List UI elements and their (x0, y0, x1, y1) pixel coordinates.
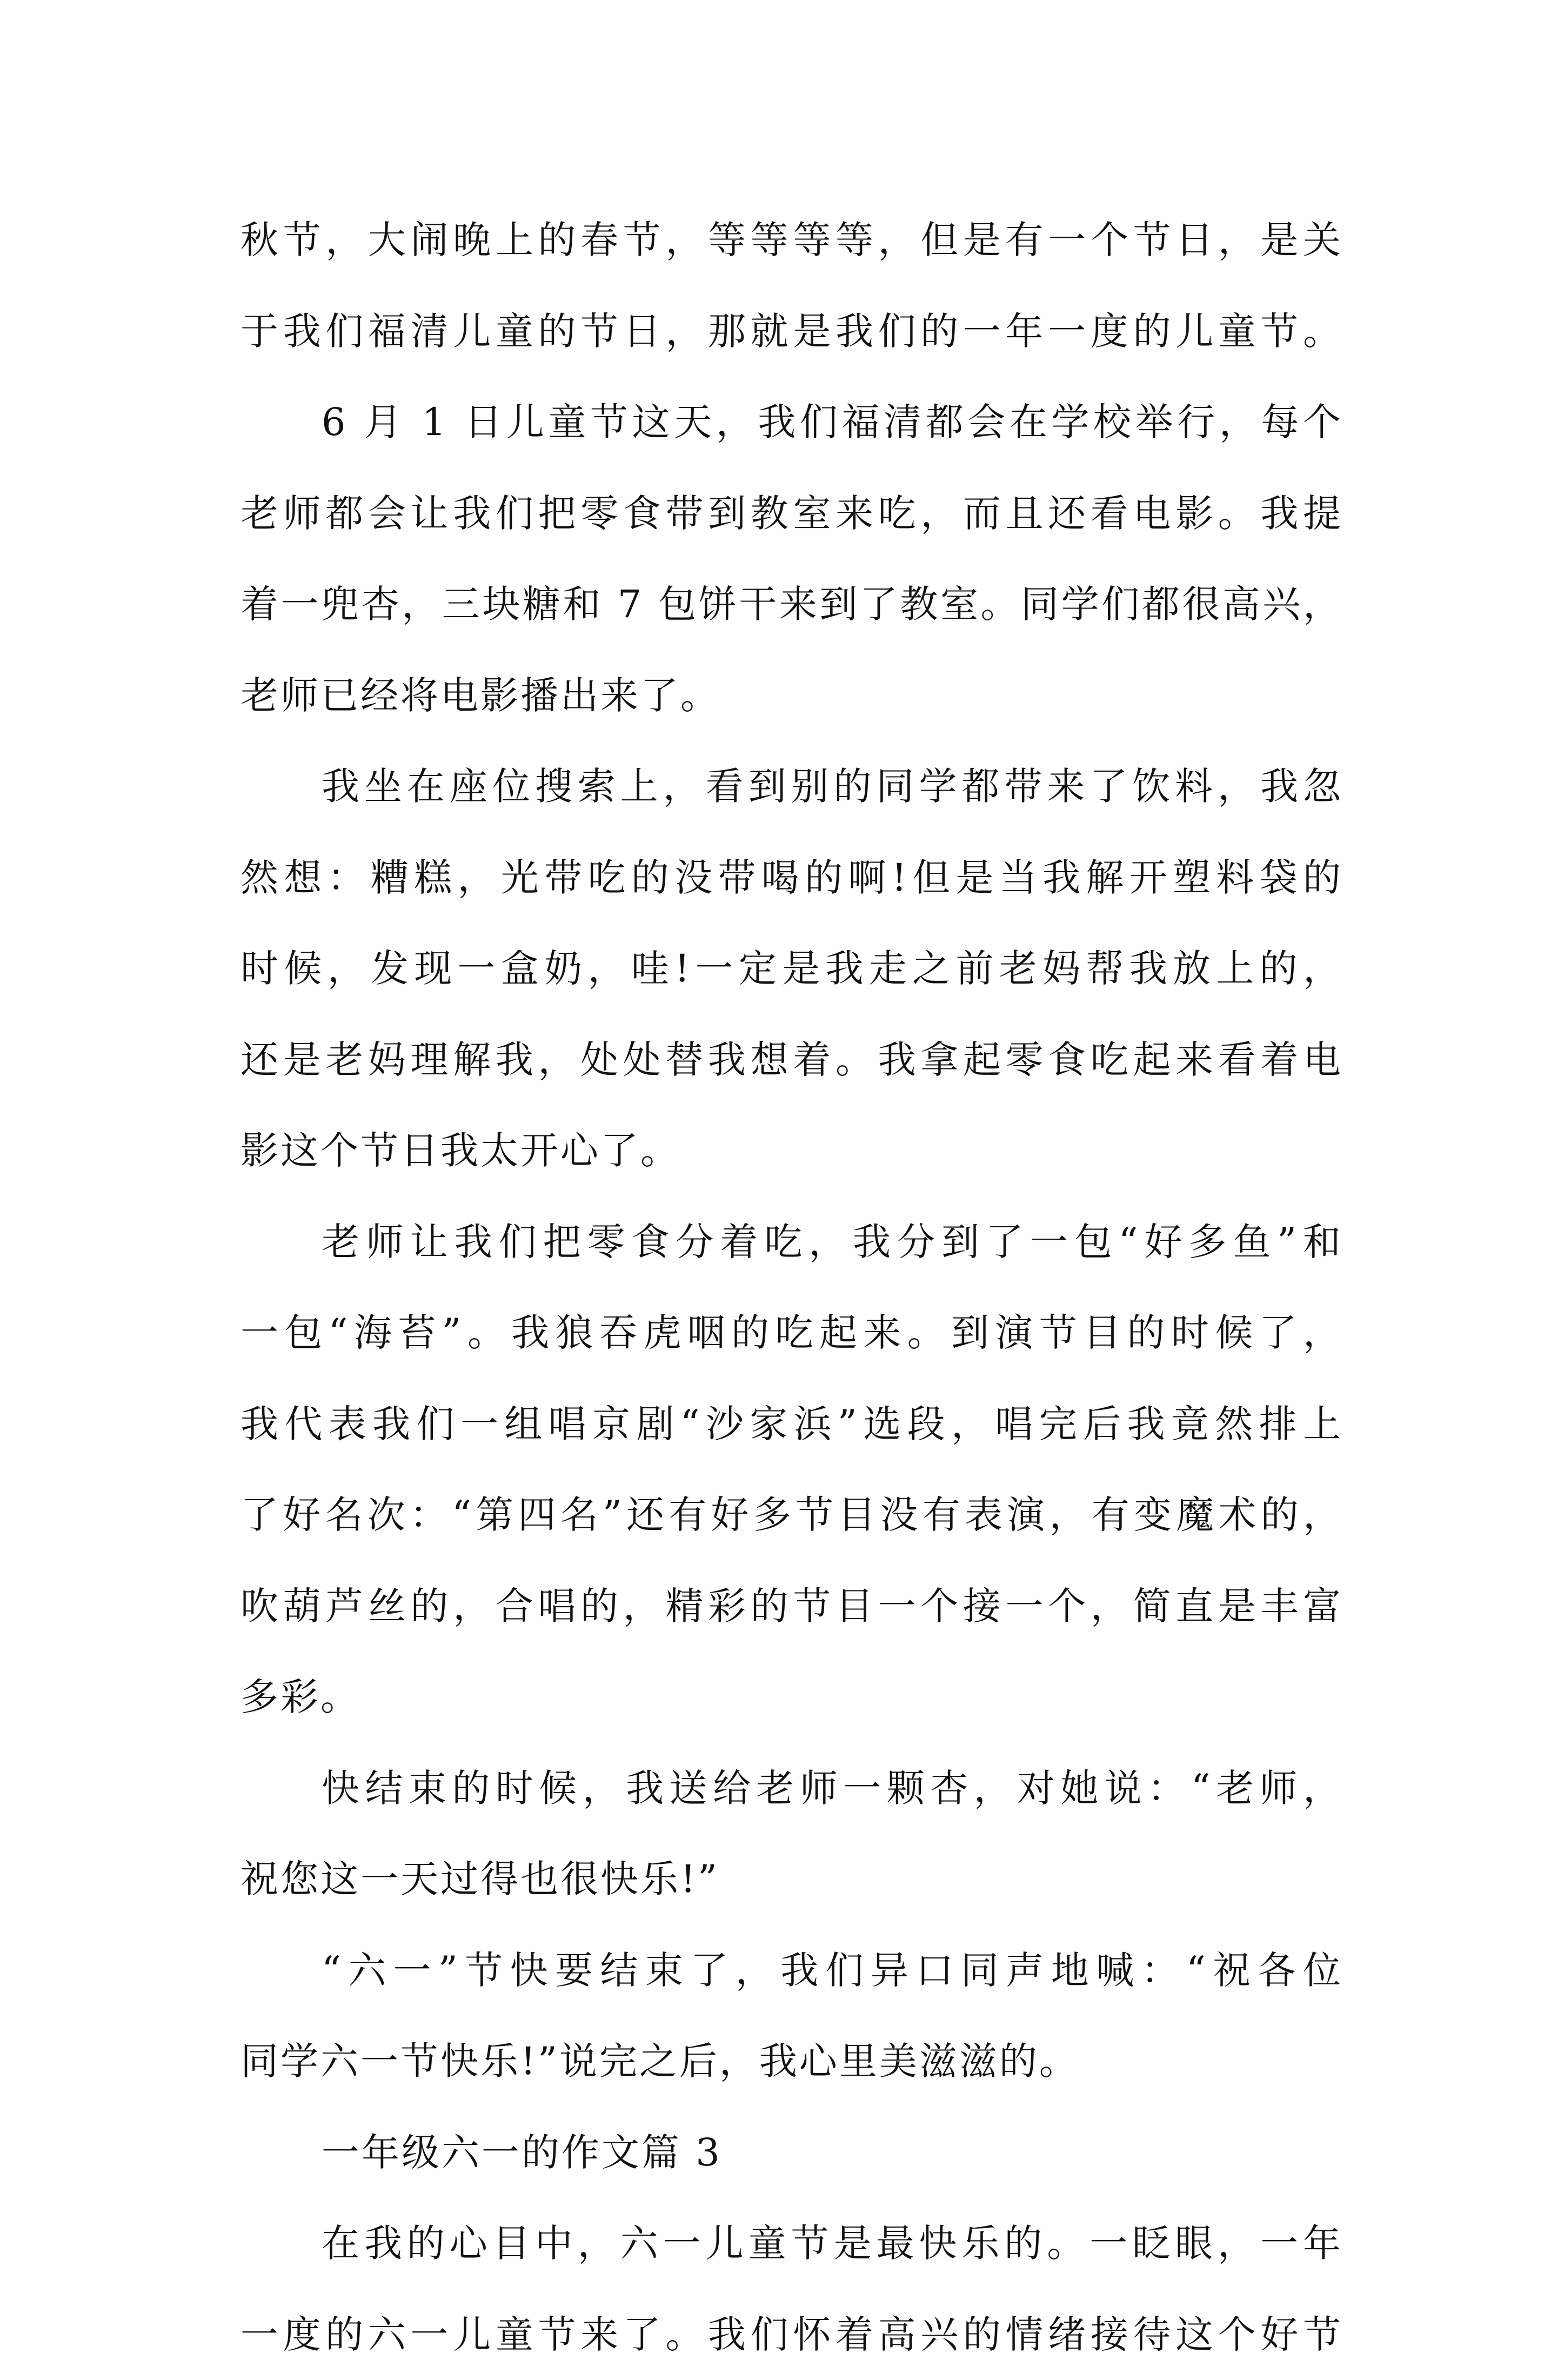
paragraph-line: 时候，发现一盒奶，哇!一定是我走之前老妈帮我放上的， (240, 923, 1343, 1014)
paragraph-line: 一包“海苔”。我狼吞虎咽的吃起来。到演节目的时候了， (240, 1287, 1343, 1379)
paragraph-line: 吹葫芦丝的，合唱的，精彩的节目一个接一个，简直是丰富 (240, 1561, 1343, 1652)
paragraph-line: 我坐在座位搜索上，看到别的同学都带来了饮料，我忽 (240, 741, 1343, 832)
paragraph-line: 多彩。 (240, 1652, 1343, 1743)
paragraph-line: 老师让我们把零食分着吃，我分到了一包“好多鱼”和 (240, 1196, 1343, 1288)
paragraph-line: 老师已经将电影播出来了。 (240, 650, 1343, 741)
paragraph-line: 快结束的时候，我送给老师一颗杏，对她说：“老师， (240, 1743, 1343, 1834)
paragraph-line: 秋节，大闹晚上的春节，等等等等，但是有一个节日，是关 (240, 195, 1343, 286)
paragraph-line: 6 月 1 日儿童节这天，我们福清都会在学校举行，每个 (240, 377, 1343, 468)
paragraph-line: 于我们福清儿童的节日，那就是我们的一年一度的儿童节。 (240, 286, 1343, 377)
paragraph-line: 同学六一节快乐!”说完之后，我心里美滋滋的。 (240, 2016, 1343, 2107)
paragraph-line: 我代表我们一组唱京剧“沙家浜”选段，唱完后我竟然排上 (240, 1379, 1343, 1470)
paragraph-line: 祝您这一天过得也很快乐!” (240, 1834, 1343, 1925)
paragraph-line: 了好名次：“第四名”还有好多节目没有表演，有变魔术的， (240, 1469, 1343, 1561)
section-heading: 一年级六一的作文篇 3 (240, 2107, 1343, 2198)
paragraph-line: 着一兜杏，三块糖和 7 包饼干来到了教室。同学们都很高兴， (240, 559, 1343, 650)
paragraph-line: 在我的心目中，六一儿童节是最快乐的。一眨眼，一年 (240, 2198, 1343, 2289)
paragraph-line: 还是老妈理解我，处处替我想着。我拿起零食吃起来看着电 (240, 1014, 1343, 1106)
paragraph-line: 然想：糟糕，光带吃的没带喝的啊!但是当我解开塑料袋的 (240, 832, 1343, 924)
paragraph-line: “六一”节快要结束了，我们异口同声地喊：“祝各位 (240, 1925, 1343, 2016)
paragraph-line: 老师都会让我们把零食带到教室来吃，而且还看电影。我提 (240, 468, 1343, 559)
paragraph-line: 影这个节日我太开心了。 (240, 1105, 1343, 1196)
paragraph-line: 一度的六一儿童节来了。我们怀着高兴的情绪接待这个好节 (240, 2289, 1343, 2380)
essay-text (240, 195, 1343, 2380)
